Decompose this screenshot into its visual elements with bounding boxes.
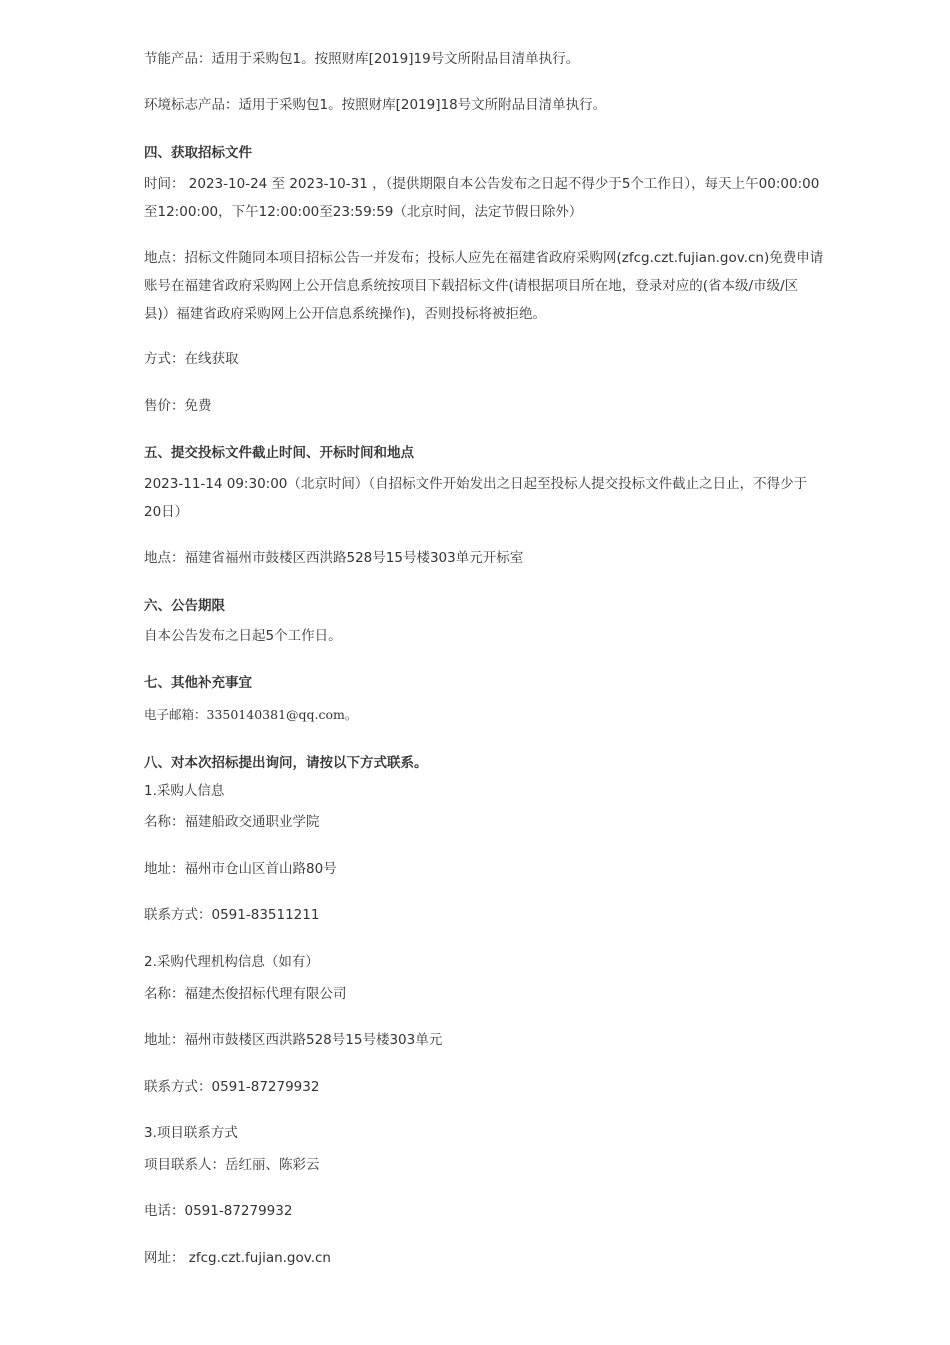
energy-product-note: 节能产品：适用于采购包1。按照财库[2019]19号文所附品目清单执行。 [144, 51, 580, 67]
purchaser-name: 名称：福建船政交通职业学院 [144, 814, 320, 830]
agency-address: 地址：福州市鼓楼区西洪路528号15号楼303单元 [144, 1032, 443, 1048]
obtain-place-line-2: 账号在福建省政府采购网上公开信息系统按项目下载招标文件(请根据项目所在地，登录对应的(省本级/市级/区 [144, 278, 799, 294]
obtain-method: 方式：在线获取 [144, 351, 239, 367]
section-4-heading: 四、获取招标文件 [144, 145, 252, 161]
deadline-line-2: 20日） [144, 504, 189, 520]
project-website: 网址： zfcg.czt.fujian.gov.cn [144, 1250, 331, 1266]
obtain-place-line-3: 县)）福建省政府采购网上公开信息系统操作)，否则投标将被拒绝。 [144, 306, 547, 322]
obtain-place-line-1: 地点：招标文件随同本项目招标公告一并发布；投标人应先在福建省政府采购网(zfcg.czt.fujian.gov.cn)免费申请 [144, 250, 824, 266]
section-8-heading: 八、对本次招标提出询问，请按以下方式联系。 [144, 755, 428, 771]
agency-title: 2.采购代理机构信息（如有） [144, 954, 319, 970]
obtain-time-line-2: 至12:00:00，下午12:00:00至23:59:59（北京时间，法定节假日除外） [144, 204, 583, 220]
opening-place: 地点：福建省福州市鼓楼区西洪路528号15号楼303单元开标室 [144, 550, 524, 566]
purchaser-address: 地址：福州市仓山区首山路80号 [144, 861, 337, 877]
purchaser-title: 1.采购人信息 [144, 783, 225, 799]
section-6-heading: 六、公告期限 [144, 598, 225, 614]
notice-period: 自本公告发布之日起5个工作日。 [144, 628, 342, 644]
contact-email: 电子邮箱：3350140381@qq.com。 [144, 707, 358, 722]
agency-contact: 联系方式：0591-87279932 [144, 1079, 320, 1095]
section-7-heading: 七、其他补充事宜 [144, 675, 252, 691]
project-phone: 电话：0591-87279932 [144, 1203, 293, 1219]
project-contact-title: 3.项目联系方式 [144, 1125, 238, 1141]
agency-name: 名称：福建杰俊招标代理有限公司 [144, 986, 347, 1002]
env-label-product-note: 环境标志产品：适用于采购包1。按照财库[2019]18号文所附品目清单执行。 [144, 97, 607, 113]
obtain-price: 售价：免费 [144, 398, 212, 414]
project-contact-person: 项目联系人：岳红丽、陈彩云 [144, 1157, 320, 1173]
purchaser-contact: 联系方式：0591-83511211 [144, 907, 320, 923]
deadline-line-1: 2023-11-14 09:30:00（北京时间）（自招标文件开始发出之日起至投标人提交投标文件截止之日止，不得少于 [144, 476, 808, 492]
section-5-heading: 五、提交投标文件截止时间、开标时间和地点 [144, 445, 414, 461]
obtain-time-line-1: 时间： 2023-10-24 至 2023-10-31 ，（提供期限自本公告发布之日起不得少于5个工作日），每天上午00:00:00 [144, 176, 820, 192]
